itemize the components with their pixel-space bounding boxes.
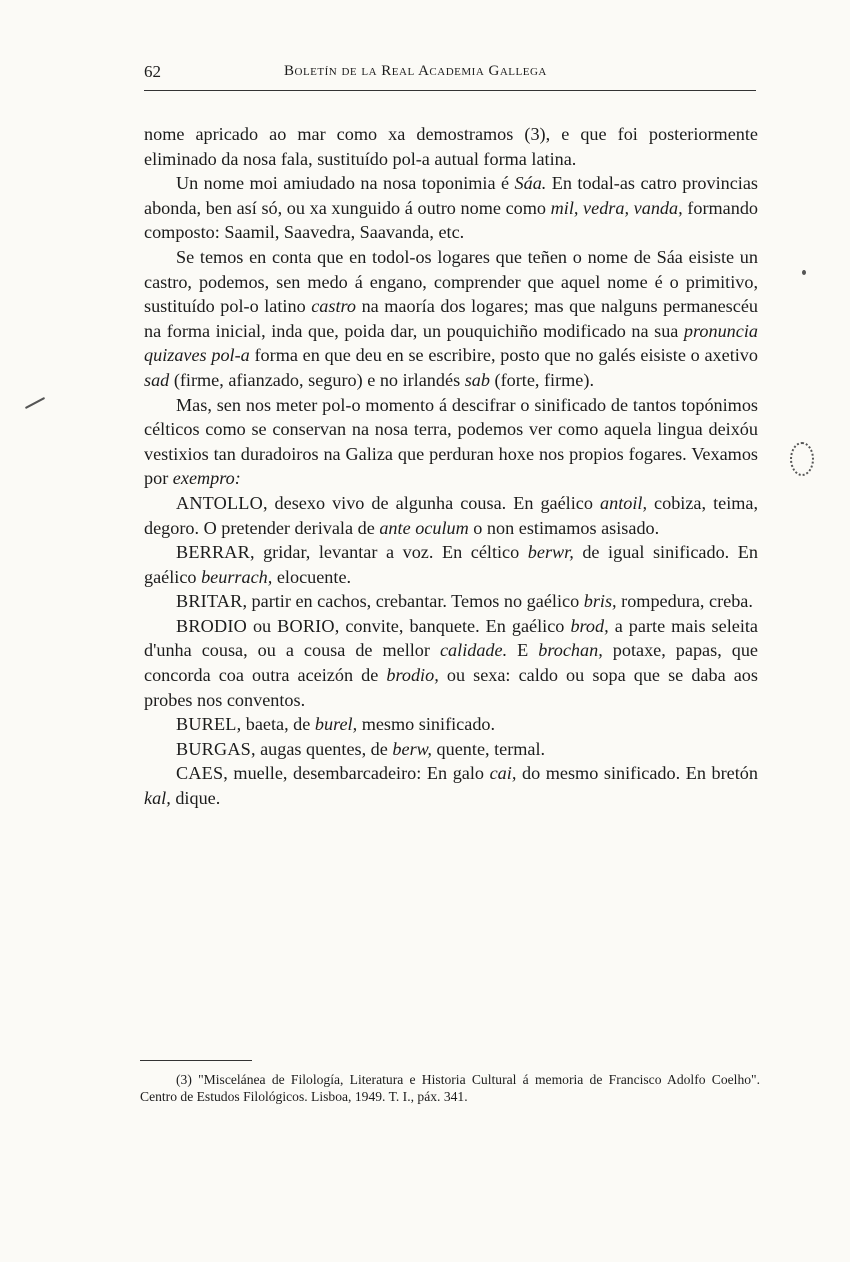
italic-term: burel,: [314, 714, 358, 735]
italic-term: brod,: [570, 615, 609, 636]
text-run: ou: [246, 615, 278, 636]
text-run: En todal-as catro provincias abonda, ben así só, ou xa xunguido á outro nome como: [144, 173, 758, 218]
text-run: potaxe, papas, que concorda coa outra aceizón de: [144, 640, 758, 686]
headword: ANTOLLO: [176, 492, 263, 513]
paragraph: [144, 737, 758, 762]
headword: BERRAR: [176, 542, 250, 563]
text-run: do mesmo sinificado. En bretón: [516, 763, 758, 784]
page-header: [144, 60, 756, 91]
paragraph: [144, 393, 758, 491]
paragraph: [144, 171, 758, 245]
text-run: ou sexa: caldo ou sopa que se daba aos probes nos conventos.: [144, 665, 758, 710]
paragraph: [144, 589, 758, 614]
text-run: formando composto: Saamil, Saavedra, Saavanda, etc.: [144, 197, 759, 243]
italic-term: calidade.: [439, 640, 508, 661]
text-run: , muelle, desembarcadeiro: En galo: [223, 763, 490, 784]
headword: BURGAS: [176, 738, 251, 759]
paragraph: [144, 491, 758, 540]
text-run: , augas quentes, de: [250, 738, 393, 759]
text-run: Un nome moi amiudado na nosa toponimia é: [176, 173, 515, 194]
body-text: [144, 122, 758, 811]
footnote-rule: [140, 1060, 252, 1061]
italic-term: brodio,: [386, 665, 439, 686]
italic-term: berwr,: [527, 542, 574, 563]
italic-term: Sáa.: [514, 173, 547, 194]
text-run: (firme, afianzado, seguro) e no irlandés: [169, 369, 465, 390]
italic-term: beurrach,: [201, 566, 273, 587]
italic-term: antoil,: [600, 492, 647, 513]
text-run: quente, termal.: [431, 738, 546, 759]
text-run: mesmo sinificado.: [357, 714, 496, 735]
text-run: , desexo vivo de algunha cousa. En gaélico: [262, 492, 600, 513]
italic-term: mil, vedra, vanda,: [550, 197, 683, 218]
headword: BORIO: [277, 615, 335, 636]
footnote-text: (3) "Miscelánea de Filología, Literatura e Historia Cultural á memoria de Francisco Adolfo Coelho". Centro de Estudos Filológicos. Lisboa, 1949. T. I., páx. 341.: [140, 1072, 760, 1104]
text-run: Mas, sen nos meter pol-o momento á descifrar o sinificado de tantos topónimos célticos como se conservan na nosa terra, podemos ver como aquela lingua deixóu vestixios tan duradoiros na Galiza que perduran hoxe nos propios fogares. Vexamos por: [144, 394, 758, 489]
paragraph: [144, 761, 758, 810]
footnote: [140, 1071, 760, 1105]
italic-term: brochan,: [538, 640, 603, 661]
scan-mark: [25, 397, 45, 409]
text-run: , baeta, de: [236, 714, 315, 735]
italic-term: exempro:: [172, 468, 241, 489]
headword: BUREL: [176, 714, 237, 735]
italic-term: ante oculum: [379, 517, 469, 538]
running-head: Boletín de la Real Academia Gallega: [284, 63, 547, 79]
text-run: cobiza, teima, degoro. O pretender derivala de: [144, 492, 759, 538]
text-run: E: [507, 640, 539, 661]
paragraph: [144, 712, 758, 737]
italic-term: pronuncia quizaves pol-a: [144, 320, 758, 366]
scan-speck: [802, 270, 806, 275]
text-run: (forte, firme).: [489, 369, 594, 390]
text-run: dique.: [170, 788, 221, 809]
italic-term: sab: [464, 369, 490, 390]
text-run: a parte mais seleita d'unha cousa, ou a cousa de mellor: [144, 615, 758, 661]
headword: CAES: [176, 763, 224, 784]
paragraph: [144, 245, 758, 393]
headword: BRITAR: [176, 591, 243, 612]
text-run: forma en que deu en se escribire, posto que no galés eisiste o axetivo: [249, 345, 758, 366]
text-run: o non estimamos asisado.: [468, 517, 660, 538]
text-run: rompedura, creba.: [616, 591, 753, 612]
italic-term: kal,: [144, 788, 171, 809]
text-run: de igual sinificado. En gaélico: [144, 542, 758, 587]
paragraph: nome apricado ao mar como xa demostramos (3), e que foi posteriormente eliminado da nosa fala, sustituído pol-a autual forma latina.: [144, 124, 758, 169]
paragraph: [144, 614, 758, 712]
italic-term: berw,: [392, 738, 432, 759]
italic-term: sad: [144, 369, 170, 390]
text-run: elocuente.: [272, 566, 352, 587]
text-run: , partir en cachos, crebantar. Temos no gaélico: [242, 591, 584, 612]
page-number: 62: [144, 62, 161, 81]
scan-smudge: [790, 442, 814, 476]
text-run: , convite, banquete. En gaélico: [334, 615, 571, 636]
italic-term: cai,: [489, 763, 517, 784]
italic-term: castro: [311, 296, 357, 317]
text-run: na maoría dos logares; mas que nalguns permanescéu na forma inicial, inda que, poida dar, un pouquichiño modificado na sua: [144, 296, 758, 341]
text-run: , gridar, levantar a voz. En céltico: [249, 542, 528, 563]
italic-term: bris,: [583, 591, 617, 612]
headword: BRODIO: [176, 615, 247, 636]
text-run: Se temos en conta que en todol-os logares que teñen o nome de Sáa eisiste un castro, podemos, sen medo á engano, comprender que aquel nome é o primitivo, sustituído pol-o latino: [144, 246, 758, 317]
paragraph: [144, 540, 758, 589]
